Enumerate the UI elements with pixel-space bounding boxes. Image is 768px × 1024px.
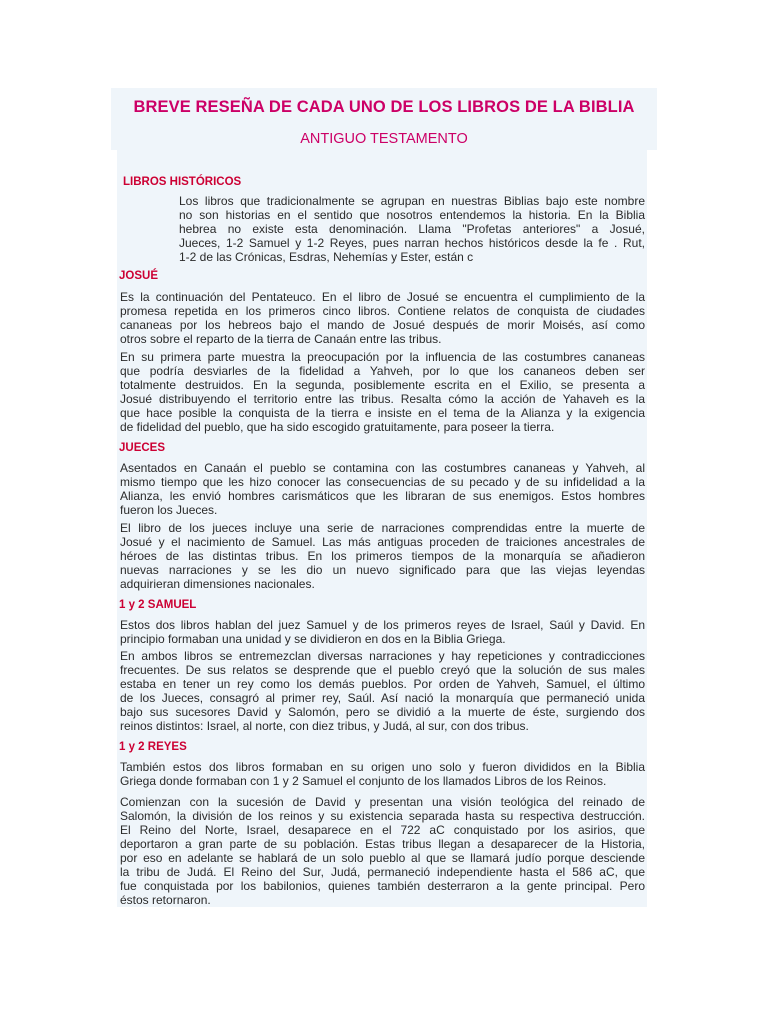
- text-line: adquirieran dimensiones nacionales.: [120, 577, 315, 591]
- text-line: que podría desviarles de la fidelidad a Yahveh, por lo que los cananeos deben ser: [120, 364, 645, 378]
- text-line: totalmente destruidos. En la segunda, posiblemente escrita en el Exilio, se presenta a: [120, 378, 645, 392]
- text-line: Es la continuación del Pentateuco. En el libro de Josué se encuentra el cumplimiento de la: [120, 290, 645, 304]
- paragraph-1-y-2-samuel-2: [120, 649, 645, 733]
- text-line: reinos distintos: Israel, al norte, con diez tribus, y Judá, al sur, con dos tribus.: [120, 719, 529, 733]
- text-line: Josué distribuyendo el territorio entre las tribus. Resalta cómo la acción de Yahaveh es la: [120, 392, 645, 406]
- text-line: principio formaban una unidad y se dividieron en dos en la Biblia Griega.: [120, 632, 506, 646]
- text-line: cananeas por los hebreos bajo el mando de Josué después de morir Moisés, así como: [120, 318, 645, 332]
- text-line: El Reino del Norte, Israel, desaparece en el 722 aC conquistado por los asirios, que: [120, 823, 645, 837]
- text-line: Jueces, 1-2 Samuel y 1-2 Reyes, pues narran hechos históricos desde la fe . Rut,: [179, 236, 645, 250]
- text-line: El libro de los jueces incluye una serie de narraciones comprendidas entre la muerte de: [120, 521, 645, 535]
- text-line: deportaron a gran parte de su población. Estas tribus llegan a desaparecer de la Historia,: [120, 837, 645, 851]
- text-line: de los Jueces, consagró al primer rey, Saúl. Así nació la monarquía que permaneció unida: [120, 691, 645, 705]
- paragraph-jueces-1: [120, 461, 645, 517]
- section-heading-jueces: JUECES: [119, 442, 166, 454]
- paragraph-1-y-2-reyes-1: [120, 760, 645, 788]
- text-line: de fidelidad del pueblo, que ha sido escogido gratuitamente, para poseer la tierra.: [120, 420, 555, 434]
- text-line: Comienzan con la sucesión de David y presentan una visión teológica del reinado de: [120, 795, 645, 809]
- text-line: También estos dos libros formaban en su origen uno solo y fueron divididos en la Biblia: [120, 760, 645, 774]
- text-line: En ambos libros se entremezclan diversas narraciones y hay repeticiones y contradicciones: [120, 649, 645, 663]
- text-line: otros sobre el reparto de la tierra de Canaán entre las tribus.: [120, 332, 442, 346]
- section-heading-libros-historicos: LIBROS HISTÓRICOS: [123, 176, 242, 188]
- text-line: nuevas narraciones y se les dio un nuevo significado para que las viejas leyendas: [120, 563, 645, 577]
- text-line: 1-2 de las Crónicas, Esdras, Nehemías y Ester, están c: [179, 250, 474, 264]
- page-title: BREVE RESEÑA DE CADA UNO DE LOS LIBROS DE LA BIBLIA: [133, 98, 635, 116]
- text-line: mismo tiempo que les hizo conocer las consecuencias de su pecado y de su infidelidad a la: [120, 475, 645, 489]
- section-heading-1-y-2-reyes: 1 y 2 REYES: [119, 741, 187, 753]
- text-line: no son historias en el sentido que nosotros entendemos la historia. En la Biblia: [179, 208, 645, 222]
- text-line: Los libros que tradicionalmente se agrupan en nuestras Biblias bajo este nombre: [179, 194, 645, 208]
- text-line: fue conquistada por los babilonios, quienes también desterraron a la gente principal. Pero: [120, 879, 645, 893]
- text-line: héroes de las distintas tribus. En los primeros tiempos de la monarquía se añadieron: [120, 549, 645, 563]
- section-heading-josue: JOSUÉ: [119, 270, 158, 282]
- text-line: Asentados en Canaán el pueblo se contamina con las costumbres cananeas y Yahveh, al: [120, 461, 645, 475]
- text-line: la tribu de Judá. El Reino del Sur, Judá, permaneció independiente hasta el 586 aC, que: [120, 865, 645, 879]
- text-line: Griega donde formaban con 1 y 2 Samuel el conjunto de los llamados Libros de los Reinos.: [120, 774, 607, 788]
- text-line: frecuentes. De sus relatos se desprende que el pueblo creyó que la solución de sus males: [120, 663, 645, 677]
- page-header: [111, 88, 657, 150]
- text-line: fueron los Jueces.: [120, 503, 218, 517]
- paragraph-1-y-2-reyes-2: [120, 795, 645, 907]
- text-line: promesa repetida en los primeros cinco libros. Contiene relatos de conquista de ciudades: [120, 304, 645, 318]
- paragraph-josue-2: [120, 350, 645, 434]
- text-line: En su primera parte muestra la preocupación por la influencia de las costumbres cananeas: [120, 350, 645, 364]
- paragraph-josue-1: [120, 290, 645, 346]
- text-line: Alianza, les envió hombres carismáticos que les libraran de sus enemigos. Estos hombres: [120, 489, 645, 503]
- text-line: Estos dos libros hablan del juez Samuel y de los primeros reyes de Israel, Saúl y David. En: [120, 618, 645, 632]
- section-heading-1-y-2-samuel: 1 y 2 SAMUEL: [119, 599, 197, 611]
- page-subtitle: ANTIGUO TESTAMENTO: [300, 131, 468, 147]
- text-line: hebrea no existe esta denominación. Llama "Profetas anteriores" a Josué,: [179, 222, 645, 236]
- text-line: bajo sus sucesores David y Salomón, pero se dividió a la muerte de éste, surgiendo dos: [120, 705, 645, 719]
- paragraph-1-y-2-samuel-1: [120, 618, 645, 646]
- document-body: [117, 150, 647, 907]
- text-line: éstos retornaron.: [120, 893, 211, 907]
- paragraph-jueces-2: [120, 521, 645, 591]
- text-line: Josué y el nacimiento de Samuel. Las más antiguas proceden de traiciones ancestrales de: [120, 535, 645, 549]
- text-line: estaba en tener un rey como los demás pueblos. Por orden de Yahveh, Samuel, el último: [120, 677, 645, 691]
- text-line: por eso en adelante se hablará de un solo pueblo al que se llamará judío porque desciende: [120, 851, 645, 865]
- text-line: Salomón, la división de los reinos y su existencia separada hasta su respectiva destrucción.: [120, 809, 645, 823]
- text-line: que hace posible la conquista de la tierra e insiste en el tema de la Alianza y la exigencia: [120, 406, 645, 420]
- paragraph-libros-historicos-1: [179, 194, 645, 264]
